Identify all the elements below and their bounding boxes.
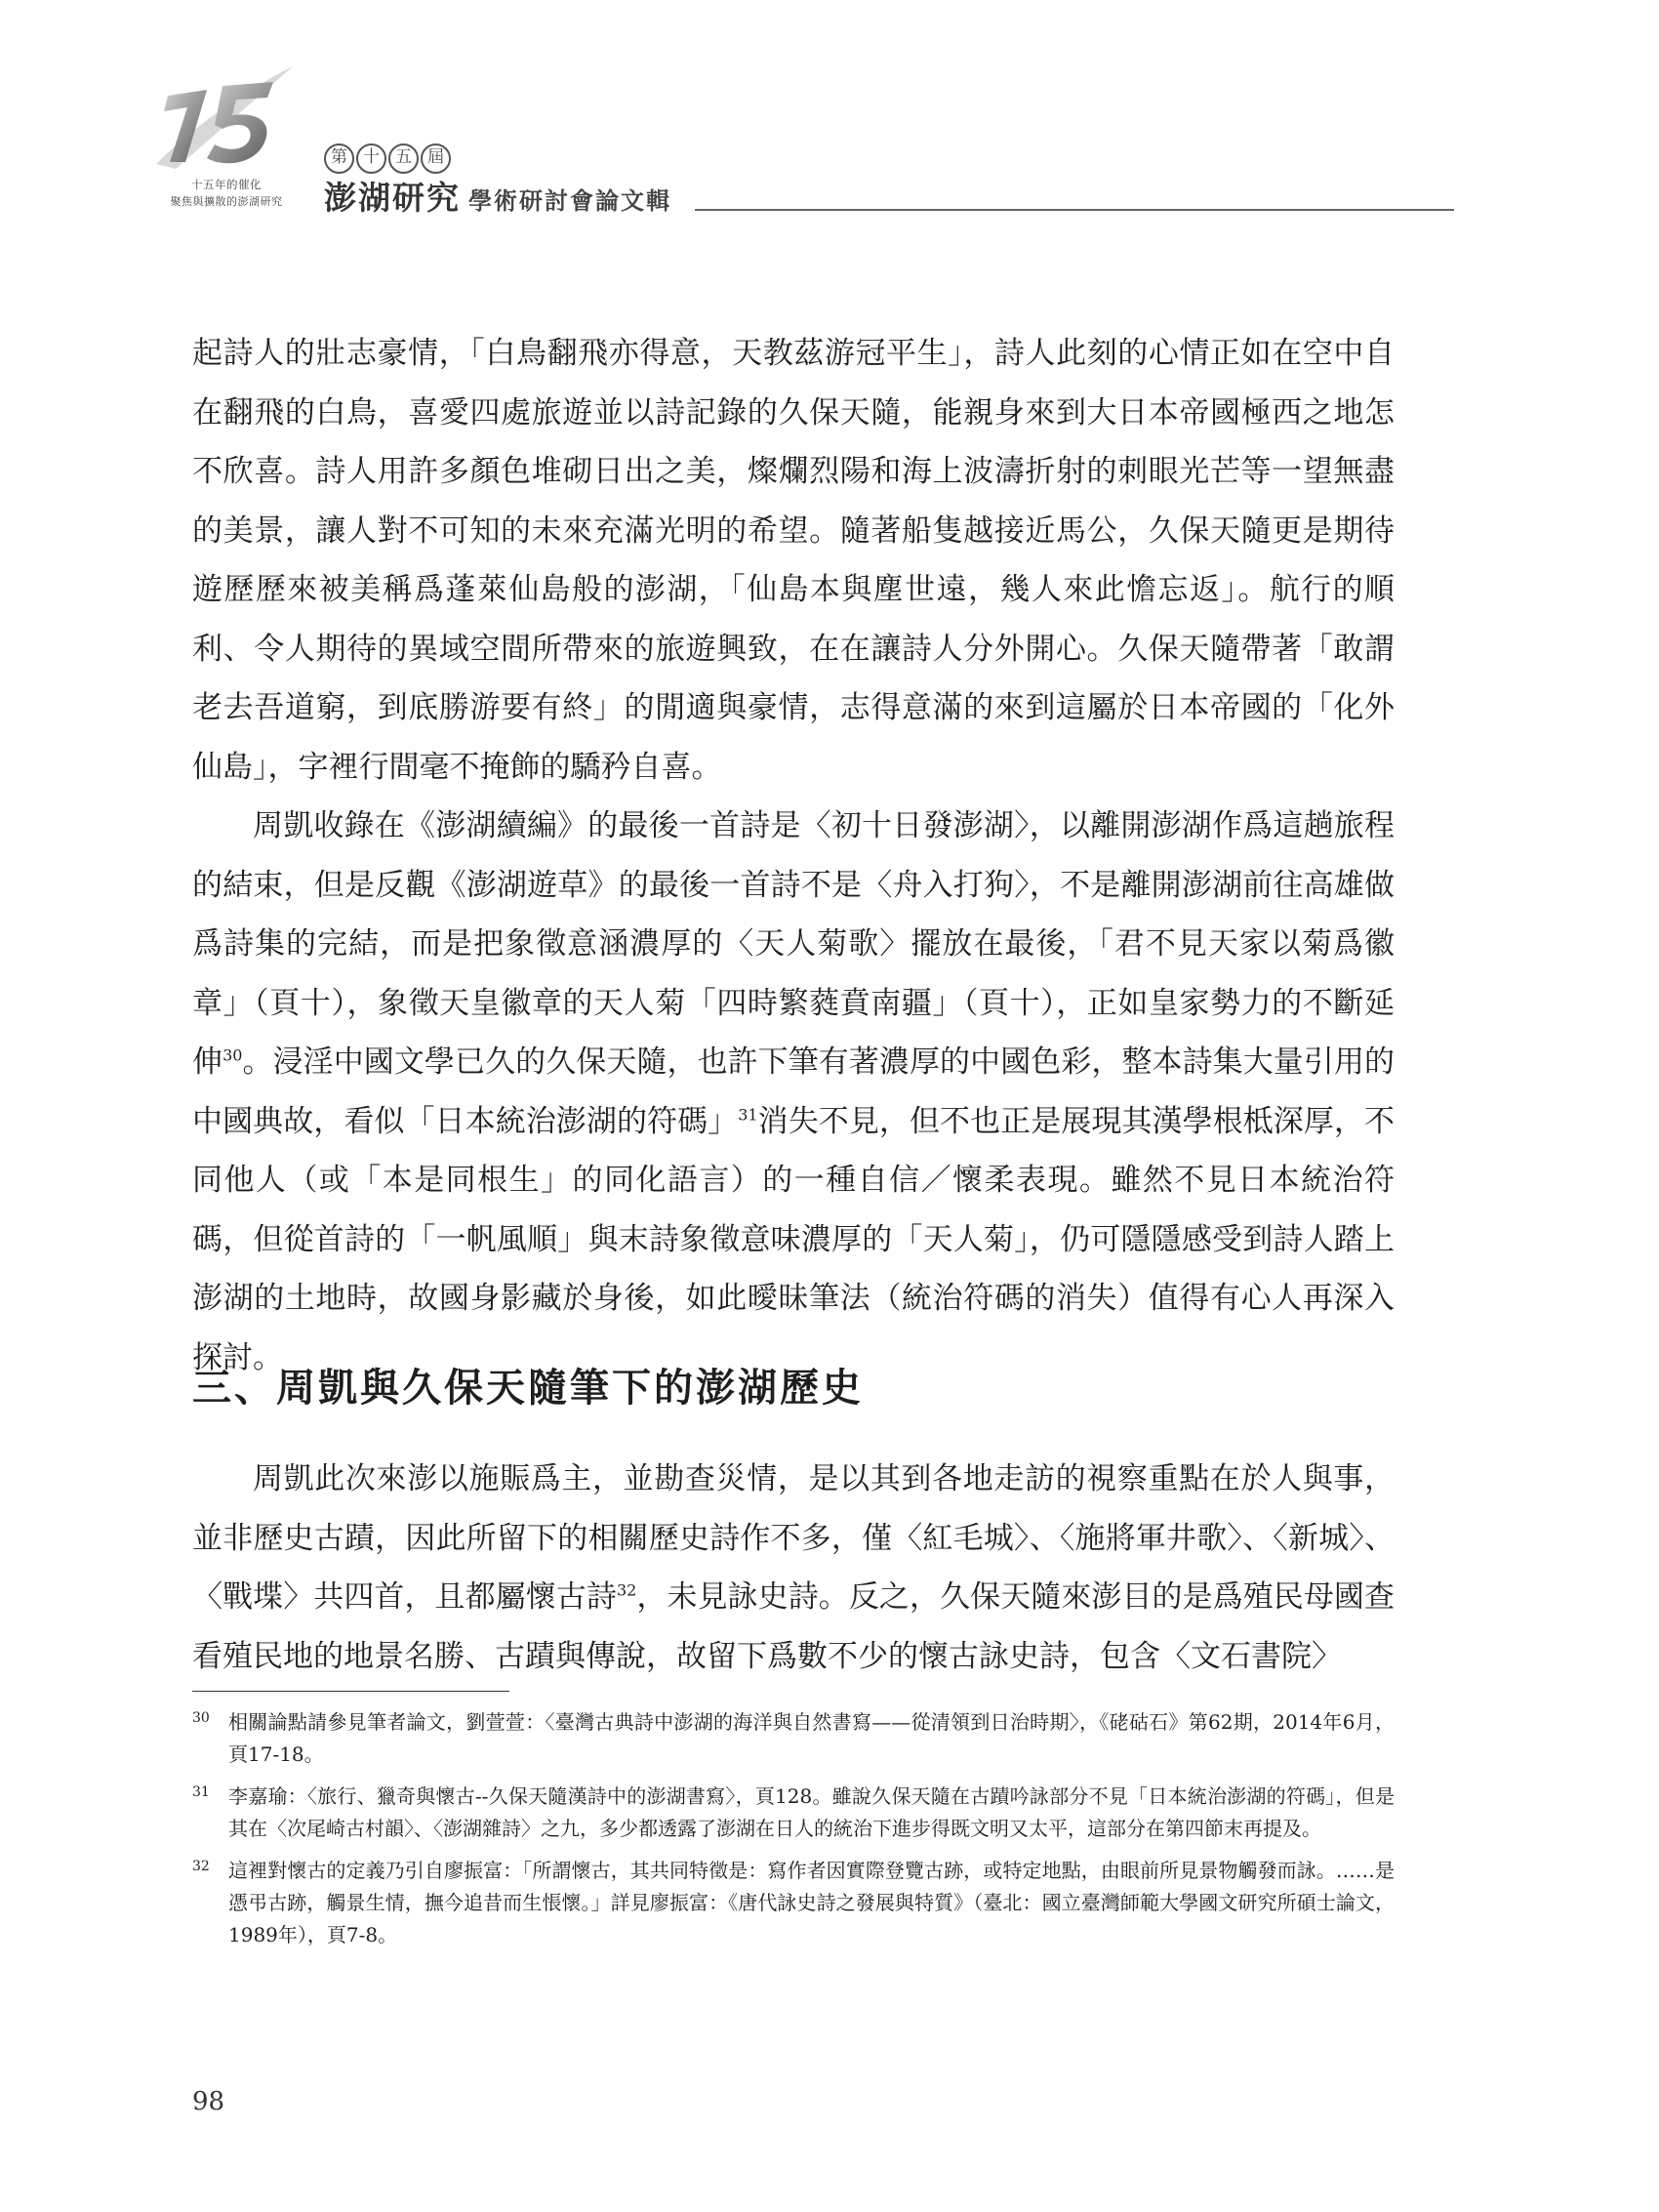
edition-char: 第 — [324, 143, 354, 174]
edition-char: 屆 — [421, 143, 451, 174]
paragraph-2 — [192, 797, 1395, 1387]
footnote-ref-30[interactable]: 30 — [223, 1045, 243, 1065]
paragraph-3 — [192, 1450, 1395, 1686]
conference-title — [324, 173, 671, 219]
page-number: 98 — [192, 2087, 225, 2116]
paragraph-3-text: 周凱此次來澎以施賑爲主，並勘查災情，是以其到各地走訪的視察重點在於人與事，並非歷史古蹟，因此所留下的相關歷史詩作不多，僅〈紅毛城〉、〈施將軍井歌〉、〈新城〉、〈戰堞〉共四首，且都屬懷古詩 — [192, 1461, 1395, 1615]
footnote-text: 李嘉瑜：〈旅行、獵奇與懷古--久保天隨漢詩中的澎湖書寫〉，頁128。雖說久保天隨在古蹟吟詠部分不見「日本統治澎湖的符碼」，但是其在〈次尾崎古村韻〉、〈澎湖雜詩〉之九，多少都透露了澎湖在日人的統治下進步得既文明又太平，這部分在第四節末再提及。 — [228, 1784, 1395, 1840]
paragraph-2-text: 消失不見，但不也正是展現其漢學根柢深厚，不同他人（或「本是同根生」的同化語言）的一種自信／懷柔表現。雖然不見日本統治符碼，但從首詩的「一帆風順」與末詩象徵意味濃厚的「天人菊」，仍可隱隱感受到詩人踏上澎湖的土地時，故國身影藏於身後，如此曖昧筆法（統治符碼的消失）值得有心人再深入探討。 — [192, 1103, 1395, 1375]
footnote-32 — [192, 1855, 1395, 1951]
header-divider — [695, 209, 1454, 211]
paragraph-2-text: 周凱收錄在《澎湖續編》的最後一首詩是〈初十日發澎湖〉，以離開澎湖作爲這趟旅程的結束，但是反觀《澎湖遊草》的最後一首詩不是〈舟入打狗〉，不是離開澎湖前往高雄做爲詩集的完結，而是把象徵意涵濃厚的〈天人菊歌〉擺放在最後，「君不見天家以菊爲徽章」（頁十），象徵天皇徽章的天人菊「四時繁蕤賁南疆」（頁十），正如皇家勢力的不斷延伸 — [192, 808, 1395, 1080]
footnote-divider — [192, 1691, 509, 1692]
footnote-number: 32 — [192, 1859, 210, 1874]
footnote-text: 這裡對懷古的定義乃引自廖振富：「所謂懷古，其共同特徵是：寫作者因實際登覽古跡，或特定地點，由眼前所見景物觸發而詠。……是憑弔古跡，觸景生情，撫今追昔而生悵懷。」詳見廖振富：《唐代詠史詩之發展與特質》（臺北：國立臺灣師範大學國文研究所碩士論文，1989年），頁7-8。 — [228, 1859, 1395, 1946]
footnote-number: 30 — [192, 1710, 210, 1726]
edition-char: 十 — [356, 143, 386, 174]
page-header — [0, 0, 1659, 254]
section-heading: 三、周凱與久保天隨筆下的澎湖歷史 — [192, 1366, 864, 1411]
footnotes — [192, 1706, 1395, 1961]
paragraph-1: 起詩人的壯志豪情，「白鳥翻飛亦得意，天教茲游冠平生」，詩人此刻的心情正如在空中自在翻飛的白鳥，喜愛四處旅遊並以詩記錄的久保天隨，能親身來到大日本帝國極西之地怎不欣喜。詩人用許多顏色堆砌日出之美，燦爛烈陽和海上波濤折射的刺眼光芒等一望無盡的美景，讓人對不可知的未來充滿光明的希望。隨著船隻越接近馬公，久保天隨更是期待遊歷歷來被美稱爲蓬萊仙島般的澎湖，「仙島本與塵世遠，幾人來此憺忘返」。航行的順利、令人期待的異域空間所帶來的旅遊興致，在在讓詩人分外開心。久保天隨帶著「敢謂老去吾道窮，到底勝游要有終」的閒適與豪情，志得意滿的來到這屬於日本帝國的「化外仙島」，字裡行間毫不掩飾的驕矜自喜。 — [192, 336, 1395, 785]
logo-tagline-2: 聚焦與擴散的澎湖研究 — [170, 195, 283, 208]
footnote-ref-32[interactable]: 32 — [616, 1580, 637, 1600]
conference-subtitle: 學術研討會論文輯 — [468, 187, 671, 215]
footnote-30 — [192, 1706, 1395, 1771]
anniversary-15-mark-icon — [146, 57, 303, 179]
footnote-number: 31 — [192, 1784, 210, 1800]
footnote-31 — [192, 1781, 1395, 1845]
footnote-text: 相關論點請參見筆者論文，劉萱萱：〈臺灣古典詩中澎湖的海洋與自然書寫——從清領到日治時期〉，《硓𥑮石》第62期，2014年6月，頁17-18。 — [228, 1710, 1395, 1766]
body-text-block — [192, 324, 1395, 1387]
body-text-block-2 — [192, 1450, 1395, 1686]
anniversary-logo — [146, 57, 303, 208]
edition-badge — [324, 143, 451, 174]
footnote-ref-31[interactable]: 31 — [738, 1105, 758, 1125]
paragraph-3-text: ，未見詠史詩。反之，久保天隨來澎目的是爲殖民母國查看殖民地的地景名勝、古蹟與傳說，故留下爲數不少的懷古詠史詩，包含〈文石書院〉 — [192, 1579, 1396, 1674]
logo-tagline-1: 十五年的催化 — [191, 178, 262, 191]
paragraph-2-text: 。浸淫中國文學已久的久保天隨，也許下筆有著濃厚的中國色彩，整本詩集大量引用的中國典故，看似「日本統治澎湖的符碼」 — [192, 1045, 1396, 1139]
conference-title-main: 澎湖研究 — [324, 179, 461, 217]
edition-char: 五 — [388, 143, 419, 174]
